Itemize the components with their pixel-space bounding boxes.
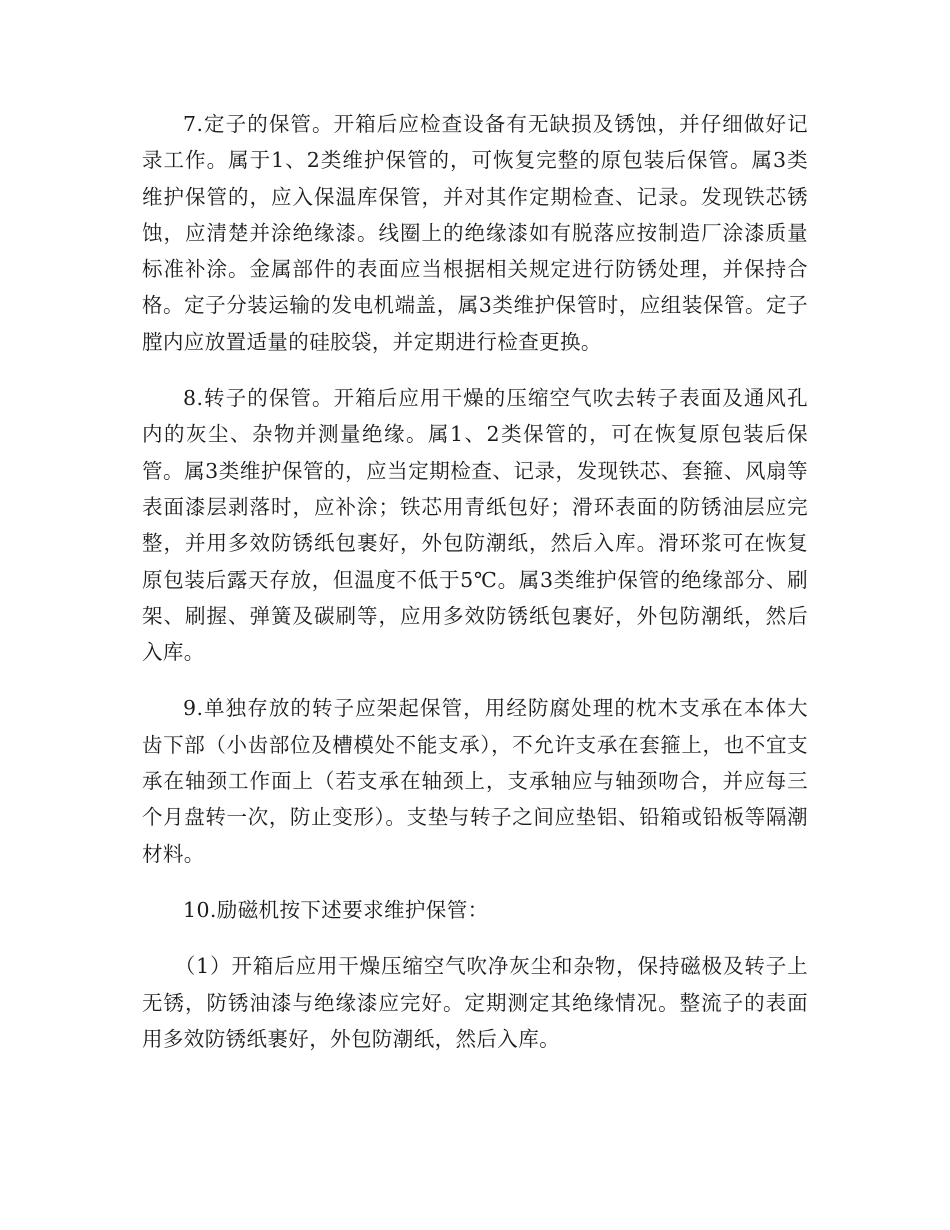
paragraph-exciter-heading: 10.励磁机按下述要求维护保管： xyxy=(183,897,489,922)
paragraph-stator-storage: 7.定子的保管。开箱后应检查设备有无缺损及锈蚀，并仔细做好记录工作。属于1、2类维护保管的，可恢复完整的原包装后保管。属3类维护保管的，应入保温库保管，并对其作定期检查、记录。发现铁芯锈蚀，应清楚并涂绝缘漆。线圈上的绝缘漆如有脱落应按制造厂涂漆质量标准补涂。金属部件的表面应当根据相关规定进行防锈处理，并保持合格。定子分装运输的发电机端盖，属3类维护保管时，应组装保管。定子膛内应放置适量的硅胶袋，并定期进行检查更换。 xyxy=(142,112,808,354)
paragraph-rotor-support: 9.单独存放的转子应架起保管，用经防腐处理的枕木支承在本体大齿下部（小齿部位及槽模处不能支承），不允许支承在套箍上，也不宜支承在轴颈工作面上（若支承在轴颈上，支承轴应与轴颈吻合，并应每三个月盘转一次，防止变形）。支垫与转子之间应垫铝、铅箱或铅板等隔潮材料。 xyxy=(142,696,808,866)
paragraph-exciter-item-1: （1）开箱后应用干燥压缩空气吹净灰尘和杂物，保持磁极及转子上无锈，防锈油漆与绝缘漆应完好。定期测定其绝缘情况。整流子的表面用多效防锈纸裹好，外包防潮纸，然后入库。 xyxy=(142,954,808,1051)
paragraph-rotor-storage: 8.转子的保管。开箱后应用干燥的压缩空气吹去转子表面及通风孔内的灰尘、杂物并测量绝缘。属1、2类保管的，可在恢复原包装后保管。属3类维护保管的，应当定期检查、记录，发现铁芯、套箍、风扇等表面漆层剥落时，应补涂；铁芯用青纸包好；滑环表面的防锈油层应完整，并用多效防锈纸包裹好，外包防潮纸，然后入库。滑环浆可在恢复原包装后露天存放，但温度不低于5℃。属3类维护保管的绝缘部分、刷架、刷握、弹簧及碳刷等，应用多效防锈纸包裹好，外包防潮纸，然后入库。 xyxy=(142,386,808,665)
document-body xyxy=(142,106,808,1057)
